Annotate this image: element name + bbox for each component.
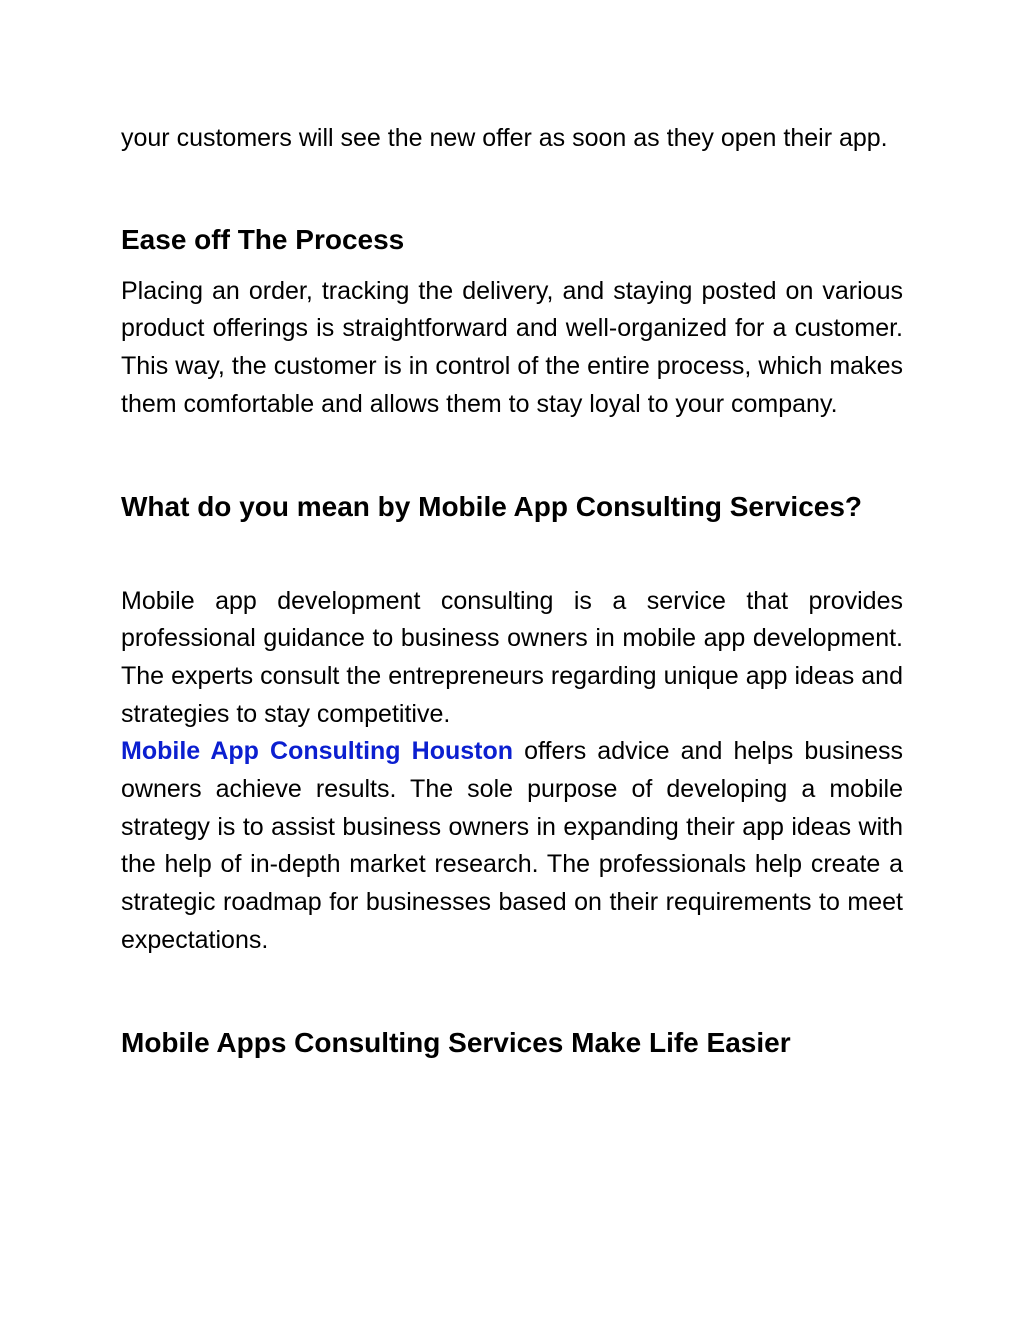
intro-paragraph: your customers will see the new offer as soon as they open their app.: [121, 124, 888, 152]
section-paragraph-consulting-houston: [121, 733, 903, 959]
section-paragraph-ease-off-the-process: Placing an order, tracking the delivery, and staying posted on various product offerings is straightforward and well-organized for a customer. This way, the customer is in control of the entire process, which makes them comfortable and allows them to stay loyal to your company.: [121, 276, 903, 418]
section-paragraph-consulting-definition: Mobile app development consulting is a service that provides professional guidance to business owners in mobile app development. The experts consult the entrepreneurs regarding unique app ideas and strategies to stay competitive.: [121, 586, 903, 728]
section-heading-ease-off-the-process: Ease off The Process: [121, 223, 405, 255]
section-heading-mobile-app-consulting-services: What do you mean by Mobile App Consulting Services?: [121, 490, 863, 522]
section-heading-make-life-easier: Mobile Apps Consulting Services Make Life Easier: [121, 1026, 791, 1058]
document-page: [121, 120, 903, 1063]
consulting-houston-text: offers advice and helps business owners achieve results. The sole purpose of developing a mobile strategy is to assist business owners in expanding their app ideas with the help of in-depth market research. The professionals help create a strategic roadmap for businesses based on their requirements to meet expectations.: [121, 737, 903, 954]
mobile-app-consulting-houston-link[interactable]: Mobile App Consulting Houston: [121, 737, 514, 766]
